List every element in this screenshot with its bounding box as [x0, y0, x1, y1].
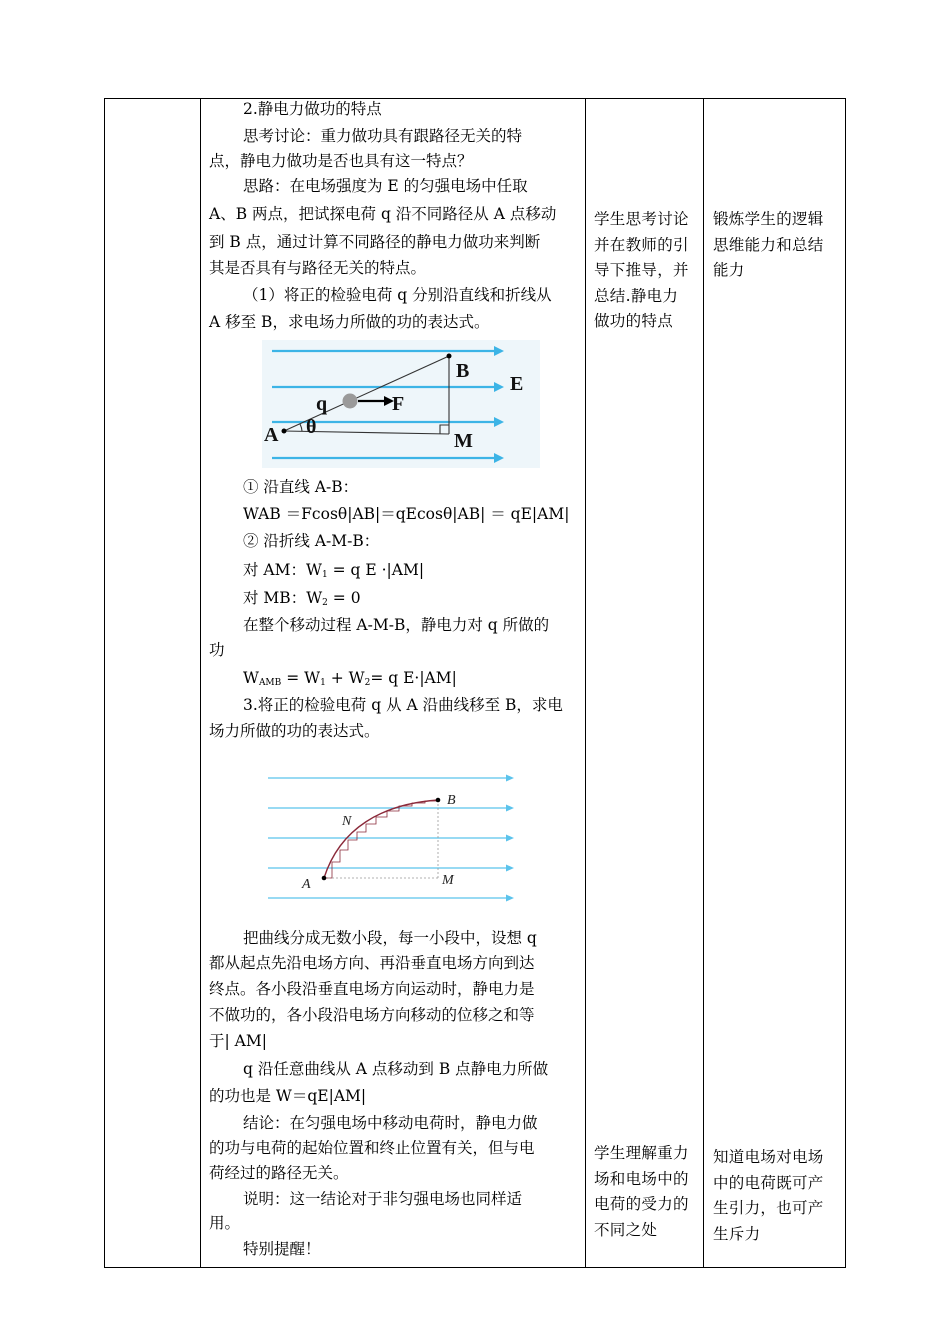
step3-line: 3.将正的检验电荷 q 从 A 沿曲线移至 B，求电: [243, 696, 563, 714]
section-heading: 2.静电力做功的特点: [243, 100, 382, 118]
path-straight: ① 沿直线 A-B：: [243, 478, 359, 496]
label-b: B: [456, 360, 470, 382]
whole-line: 在整个移动过程 A-M-B，静电力对 q 所做的: [243, 616, 550, 634]
text-line: 锻炼学生的逻辑: [713, 210, 824, 228]
column-divider: [585, 99, 586, 1267]
idea-line: 到 B 点，通过计算不同路径的静电力做功来判断: [209, 233, 541, 251]
step1-line: （1）将正的检验电荷 q 分别沿直线和折线从: [243, 286, 552, 304]
text-line: 不同之处: [594, 1220, 658, 1239]
point-b: [447, 354, 452, 359]
path-fold: ② 沿折线 A-M-B：: [243, 532, 380, 550]
step3-line: 场力所做的功的表达式。: [209, 722, 380, 740]
any-curve-line: q 沿任意曲线从 A 点移动到 B 点静电力所做: [243, 1060, 549, 1078]
label-e: E: [510, 373, 524, 395]
text-line: 能力: [713, 261, 745, 279]
whole-line: 功: [209, 641, 225, 659]
text-line: 学生思考讨论: [594, 210, 689, 228]
discussion-line: 点，静电力做功是否也具有这一特点？: [209, 152, 473, 170]
text-line: 并在教师的引: [594, 235, 689, 254]
arrow-head: [506, 775, 514, 782]
curve-path-diagram: [262, 766, 522, 906]
column-divider: [703, 99, 704, 1267]
label-f: F: [392, 393, 405, 415]
label-m: M: [442, 873, 454, 888]
text-line: 生斥力: [713, 1224, 761, 1243]
note-line: 说明：这一结论对于非匀强电场也同样适: [243, 1190, 523, 1208]
work-ab: WAB ＝Fcosθ|AB|＝qEcosθ|AB| ＝ qE|AM|: [243, 505, 570, 523]
any-curve-line: 的功也是 W＝qE|AM|: [209, 1087, 367, 1105]
curve-line: 不做功的，各小段沿电场方向移动的位移之和等: [209, 1006, 535, 1024]
label-n: N: [342, 814, 352, 829]
column-divider: [200, 99, 201, 1267]
label-a: A: [264, 424, 279, 446]
curve-line: 于| AM|: [209, 1032, 267, 1050]
text-line: 总结.静电力: [594, 286, 679, 305]
text-line: 思维能力和总结: [713, 235, 824, 254]
arrow-head: [506, 805, 514, 812]
label-b: B: [447, 793, 456, 808]
text-line: 导下推导，并: [594, 261, 689, 279]
idea-line: 思路：在电场强度为 E 的匀强电场中任取: [243, 177, 528, 195]
design-purpose-1: [713, 207, 841, 284]
idea-line: 其是否具有与路径无关的特点。: [209, 259, 427, 277]
curve-an-b: [324, 800, 438, 878]
curve-line: 把曲线分成无数小段，每一小段中，设想 q: [243, 929, 537, 947]
curve-line: 终点。各小段沿垂直电场方向运动时，静电力是: [209, 980, 535, 998]
arrow-head: [506, 865, 514, 872]
text-line: 生引力，也可产: [713, 1199, 824, 1217]
curve-line: 都从起点先沿电场方向、再沿垂直电场方向到达: [209, 954, 535, 972]
work-mb: 对 MB：$W_2 = 0$: [243, 589, 361, 608]
text-line: 做功的特点: [594, 312, 674, 330]
label-q: q: [316, 393, 328, 415]
point-a: [322, 876, 327, 881]
uniform-field-diagram: [262, 340, 540, 468]
charge-q: [343, 394, 358, 409]
note-line: 用。: [209, 1214, 241, 1232]
student-activity-1: [594, 207, 698, 335]
work-amb: $W_{AMB} = W_1 + W_2= q$ E·|AM|: [243, 669, 457, 688]
arrow-head: [506, 835, 514, 842]
conclusion-line: 荷经过的路径无关。: [209, 1164, 349, 1182]
conclusion-line: 结论：在匀强电场中移动电荷时，静电力做: [243, 1114, 538, 1132]
staircase: [324, 801, 438, 878]
label-a: A: [302, 877, 311, 892]
text-line: 知道电场对电场: [713, 1148, 824, 1166]
text-line: 电荷的受力的: [594, 1195, 689, 1213]
label-m: M: [454, 430, 473, 452]
text-line: 场和电场中的: [594, 1169, 689, 1188]
point-a: [282, 429, 287, 434]
point-b: [436, 798, 441, 803]
conclusion-line: 的功与电荷的起始位置和终止位置有关，但与电: [209, 1139, 535, 1157]
text-line: 中的电荷既可产: [713, 1173, 824, 1192]
idea-line: A、B 两点，把试探电荷 q 沿不同路径从 A 点移动: [209, 205, 557, 223]
discussion-line: 思考讨论：重力做功具有跟路径无关的特: [243, 127, 523, 145]
arrow-head: [506, 895, 514, 902]
work-am: 对 AM：$W_1 = q$ E ·|AM|: [243, 561, 425, 580]
student-activity-2: [594, 1141, 698, 1243]
label-theta: θ: [306, 416, 317, 438]
step1-line: A 移至 B，求电场力所做的功的表达式。: [209, 313, 490, 331]
text-line: 学生理解重力: [594, 1144, 689, 1162]
reminder-line: 特别提醒！: [243, 1240, 321, 1258]
design-purpose-2: [713, 1145, 841, 1247]
